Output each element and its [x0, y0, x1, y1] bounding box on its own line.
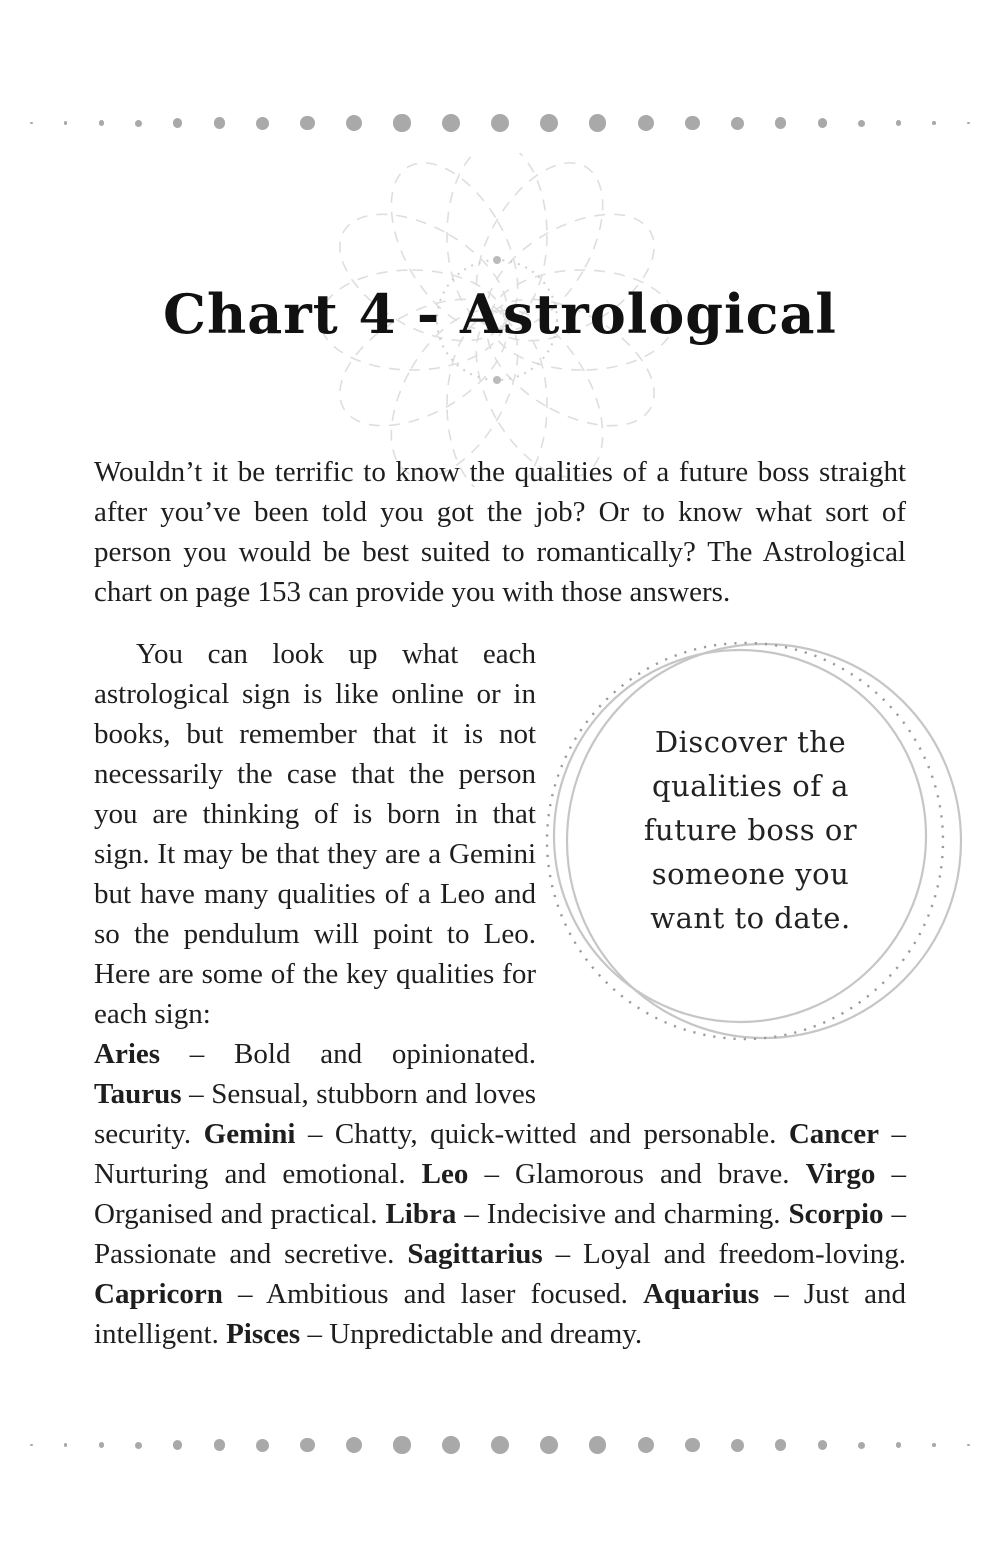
- dot: [393, 1436, 410, 1453]
- dot: [30, 122, 33, 125]
- dot: [173, 118, 182, 127]
- dot: [214, 1439, 225, 1450]
- intro-paragraph: Wouldn’t it be terrific to know the qualities of a future boss straight after you’ve been told you got the job? Or to know what sort of person you would be best suited to romantically? The Astrological chart on page 153 can provide you with those answers.: [94, 456, 906, 608]
- dot: [393, 114, 410, 131]
- dot: [135, 1442, 142, 1449]
- page-title: Chart 4 - Astrological: [163, 282, 837, 346]
- dot: [818, 118, 827, 127]
- dot: [685, 116, 700, 131]
- dot: [64, 121, 68, 125]
- dot: [589, 1436, 606, 1453]
- dot: [685, 1438, 700, 1453]
- dot: [442, 1436, 460, 1454]
- dot: [775, 1439, 786, 1450]
- dot: [346, 1437, 362, 1453]
- dot: [540, 1436, 558, 1454]
- dot: [638, 1437, 654, 1453]
- dot: [256, 117, 269, 130]
- dot: [442, 114, 460, 132]
- callout-circle: [554, 634, 906, 1044]
- dot: [300, 116, 315, 131]
- dot: [896, 120, 901, 125]
- dot: [99, 120, 104, 125]
- dot: [491, 1436, 509, 1454]
- dot: [589, 114, 606, 131]
- dot: [135, 120, 142, 127]
- dot: [932, 121, 936, 125]
- dot: [64, 1443, 68, 1447]
- dot: [932, 1443, 936, 1447]
- page-content: [94, 452, 906, 1354]
- dot: [491, 114, 509, 132]
- dot: [256, 1439, 269, 1452]
- dot: [731, 117, 744, 130]
- dot: [346, 115, 362, 131]
- decorative-dots-bottom: [30, 1435, 970, 1455]
- dot: [300, 1438, 315, 1453]
- callout-text: Discover the qualities of a future boss or someone you want to date.: [643, 725, 858, 935]
- dot: [30, 1444, 33, 1447]
- dot: [99, 1442, 104, 1447]
- dot: [967, 1444, 970, 1447]
- dot: [540, 114, 558, 132]
- signs-paragraph: Aries – Bold and opinionated. Taurus – Sensual, stubborn and loves security. Gemini – Chatty, quick-witted and personable. Cancer – Nurturing and emotional. Leo – Glamorous and brave. Virgo – Organised and practical. Libra – Indecisive and charming. Scorpio – Passionate and secretive. Sagittarius – Loyal and freedom-loving. Capricorn – Ambitious and laser focused. Aquarius – Just and intelligent. Pisces – Unpredictable and dreamy.: [94, 1038, 906, 1350]
- dot: [858, 120, 865, 127]
- dot: [775, 117, 786, 128]
- decorative-dots-top: [30, 113, 970, 133]
- dot: [818, 1440, 827, 1449]
- dot: [731, 1439, 744, 1452]
- dot: [967, 122, 970, 125]
- dot: [858, 1442, 865, 1449]
- dot: [896, 1442, 901, 1447]
- dot: [173, 1440, 182, 1449]
- dot: [638, 115, 654, 131]
- dot: [214, 117, 225, 128]
- body-paragraph: You can look up what each astrological sign is like online or in books, but remember that it is not necessarily the case that the person you are thinking of is born in that sign. It may be that they are a Gemini but have many qualities of a Leo and so the pendulum will point to Leo. Here are some of the key qualities for each sign:: [94, 638, 536, 1030]
